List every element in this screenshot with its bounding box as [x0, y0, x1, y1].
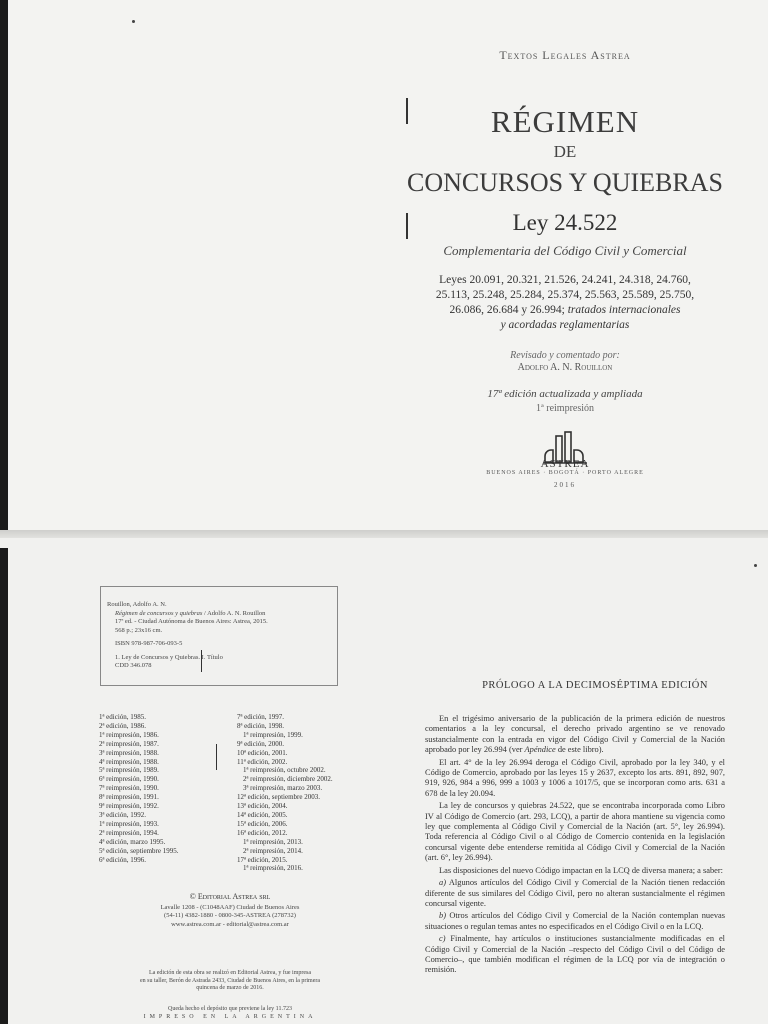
edition-entry: 14ª edición, 2005. — [237, 810, 288, 819]
book-title-line3: CONCURSOS Y QUIEBRAS — [407, 168, 723, 197]
edition-entry: 9ª reimpresión, 1992. — [99, 802, 159, 811]
edition-entry: 7ª reimpresión, 1990. — [99, 784, 159, 793]
series-name: Textos Legales Astrea — [499, 48, 631, 62]
prologue-paragraph: Las disposiciones del nuevo Código impactan en la LCQ de diversa manera; a saber: — [439, 865, 723, 875]
prologue-title: PRÓLOGO A LA DECIMOSÉPTIMA EDICIÓN — [482, 680, 708, 691]
laws-line: y acordadas reglamentarias — [500, 319, 630, 331]
edition-entry: 1ª reimpresión, octubre 2002. — [243, 766, 326, 775]
printing-line: en su taller, Berón de Astrada 2433, Ciudad de Buenos Aires, en la primera — [139, 977, 321, 984]
scan-speck — [132, 20, 135, 23]
publisher-web: www.astrea.com.ar - editorial@astrea.com.ar — [171, 920, 289, 928]
edition-entry: 9ª edición, 2000. — [237, 739, 285, 748]
page-edge-shadow — [0, 548, 8, 1024]
edition-entry: 2ª reimpresión, 2014. — [243, 846, 303, 855]
page-divider — [0, 530, 768, 538]
page-edge-shadow — [0, 0, 8, 530]
catalog-subjects: 1. Ley de Concursos y Quiebras. I. Título — [115, 653, 223, 661]
edition-entry: 3ª reimpresión, marzo 2003. — [243, 784, 323, 793]
edition-entry: 15ª edición, 2006. — [237, 819, 288, 828]
legal-deposit — [95, 1005, 365, 1021]
edition-entry: 2ª edición, 1986. — [99, 721, 147, 730]
publisher-phones: (54-11) 4382-1880 - 0800-345-ASTREA (278732) — [164, 912, 296, 919]
edition-entry: 5ª reimpresión, 1989. — [99, 766, 159, 775]
edition-entry: 1ª reimpresión, 2013. — [243, 837, 303, 846]
edition-entry: 8ª reimpresión, 1991. — [99, 793, 159, 802]
edition-entry: 17ª edición, 2015. — [237, 855, 288, 864]
laws-numbers: 26.086, 26.684 y 26.994; — [449, 304, 565, 316]
edition-entry: 1ª reimpresión, 1986. — [99, 730, 159, 739]
catalog-title — [107, 610, 331, 619]
edition-entry: 13ª edición, 2004. — [237, 802, 288, 811]
edition-entry: 4ª reimpresión, 1988. — [99, 757, 159, 766]
publisher-address: Lavalle 1208 - (C1048AAF) Ciudad de Buenos Aires — [160, 903, 300, 911]
related-laws — [380, 273, 750, 333]
prologue-paragraph: El art. 4° de la ley 26.994 deroga el Código Civil, aprobado por la ley 340, y el Código de Comercio, aprobado por las leyes 15 y 2637, excepto los arts. 891, 892, 907, 919, 926, 984 a 996, 999 a 1003 y 1006 a 1017/5, que se incorporan como arts. 631 a 678 de la ley 20.094. — [425, 757, 725, 798]
laws-line: 25.113, 25.248, 25.284, 25.374, 25.563, 25.589, 25.750, — [435, 289, 695, 301]
edition-entry: 1ª reimpresión, 1993. — [99, 819, 159, 828]
copyright-line: © Editorial Astrea srl — [189, 892, 271, 901]
edition-entry: 1ª reimpresión, 2016. — [243, 864, 303, 873]
edition-entry: 3ª edición, 1992. — [99, 810, 147, 819]
edition-entry: 7ª edición, 1997. — [237, 713, 285, 721]
publisher-imprint — [95, 893, 365, 929]
edition-entry: 11ª edición, 2002. — [237, 757, 288, 766]
prologue-paragraph: c) Finalmente, hay artículos o instituciones sustancialmente modificadas en el Código Civil y Comercial de la Nación –respecto del Código Civil o del Código de Comercio–, que también modifican el régimen de la LCQ por vía de integración o remisión. — [425, 934, 725, 975]
printed-in: IMPRESO EN LA ARGENTINA — [143, 1014, 317, 1020]
edition-entry: 1ª edición, 1985. — [99, 713, 147, 721]
edition-history-left — [99, 713, 179, 864]
scan-speck — [754, 564, 757, 567]
revised-by-label: Revisado y comentado por: — [510, 350, 620, 361]
deposit-line: Queda hecho el depósito que previene la ley 11.723 — [168, 1006, 292, 1012]
reprint-label: 1ª reimpresión — [535, 403, 595, 414]
publisher-name: ASTREA — [540, 458, 590, 470]
prologue-paragraph: b) Otros artículos del Código Civil y Comercial de la Nación contemplan nuevas situaciones o regulan temas antes no especificados en el Código Civil o en la LCQ. — [425, 911, 725, 931]
scan-mark — [216, 744, 217, 770]
edition-entry: 2ª reimpresión, 1987. — [99, 739, 159, 748]
edition-entry: 2ª reimpresión, 1994. — [99, 828, 159, 837]
publication-year: 2016 — [554, 481, 576, 489]
catalog-isbn: ISBN 978-987-706-093-5 — [115, 640, 183, 647]
edition-label: 17ª edición actualizada y ampliada — [487, 388, 643, 400]
edition-entry: 5ª edición, septiembre 1995. — [99, 846, 179, 855]
edition-entry: 8ª edición, 1998. — [237, 721, 285, 730]
law-number: Ley 24.522 — [512, 210, 618, 235]
edition-entry: 16ª edición, 2012. — [237, 828, 288, 837]
catalog-title-italic: Régimen de concursos y quiebras — [115, 609, 203, 617]
edition-entry: 6ª edición, 1996. — [99, 855, 147, 864]
laws-treaties: tratados internacionales — [567, 304, 681, 316]
edition-entry: 4ª edición, marzo 1995. — [99, 837, 166, 846]
catalog-cdd: CDD 346.078 — [115, 662, 152, 669]
prologue-paragraph: En el trigésimo aniversario de la publicación de la primera edición de nuestros comentarios a la ley concursal, el derecho privado argentino se ve renovado sustancialmente con la entrada en vigor del Código Civil y Comercial de la Nación aprobado por ley 26.994 (ver Apéndice de este libro). — [425, 714, 725, 755]
printing-note — [100, 970, 360, 993]
laws-line — [380, 303, 750, 318]
edition-entry: 3ª reimpresión, 1988. — [99, 748, 159, 757]
printing-line: quincena de marzo de 2016. — [196, 985, 264, 991]
catalog-pages: 568 p.; 23x16 cm. — [115, 626, 163, 634]
book-subtitle: Complementaria del Código Civil y Comercial — [443, 243, 687, 258]
printing-line: La edición de esta obra se realizó en Editorial Astrea, y fue impresa — [148, 970, 312, 976]
publisher-cities: BUENOS AIRES · BOGOTÁ · PORTO ALEGRE — [486, 470, 644, 476]
author-name: Adolfo A. N. Rouillon — [517, 362, 613, 373]
catalog-author: Rouillon, Adolfo A. N. — [107, 601, 167, 608]
catalog-title-author: / Adolfo A. N. Rouillon — [202, 609, 266, 617]
laws-line: Leyes 20.091, 20.321, 21.526, 24.241, 24.318, 24.760, — [439, 274, 691, 286]
edition-entry: 1ª reimpresión, 1999. — [243, 730, 303, 739]
edition-entry: 2ª reimpresión, diciembre 2002. — [243, 775, 333, 784]
edition-entry: 6ª reimpresión, 1990. — [99, 775, 159, 784]
edition-entry: 10ª edición, 2001. — [237, 748, 288, 757]
prologue-paragraph: La ley de concursos y quiebras 24.522, que se encontraba incorporada como Libro IV al Código de Comercio (art. 293, LCQ), a partir de ahora mantiene su vigencia como ley que complementa al Código Civil y Comercial de la Nación (art. 5°, ley 26.994). Toda referencia al Código Civil o al Código de Comercio contenida en la legislación concursal vigente debe entenderse remitida al Código Civil y Comercial de la Nación (art. 6°, ley 26.994). — [425, 801, 725, 863]
catalog-record — [100, 586, 338, 686]
book-title-line1: RÉGIMEN — [490, 104, 640, 139]
catalog-edition: 17ª ed. - Ciudad Autónoma de Buenos Aires: Astrea, 2015. — [115, 618, 268, 625]
edition-entry: 12ª edición, septiembre 2003. — [237, 793, 320, 802]
prologue-text — [425, 714, 725, 978]
book-title-line2: DE — [553, 142, 577, 161]
edition-history-right — [237, 713, 333, 873]
prologue-paragraph: a) Algunos artículos del Código Civil y Comercial de la Nación tienen redacción diferente de sus similares del Código Civil, pero no alteran sustancialmente el régimen concursal vigente. — [425, 878, 725, 908]
